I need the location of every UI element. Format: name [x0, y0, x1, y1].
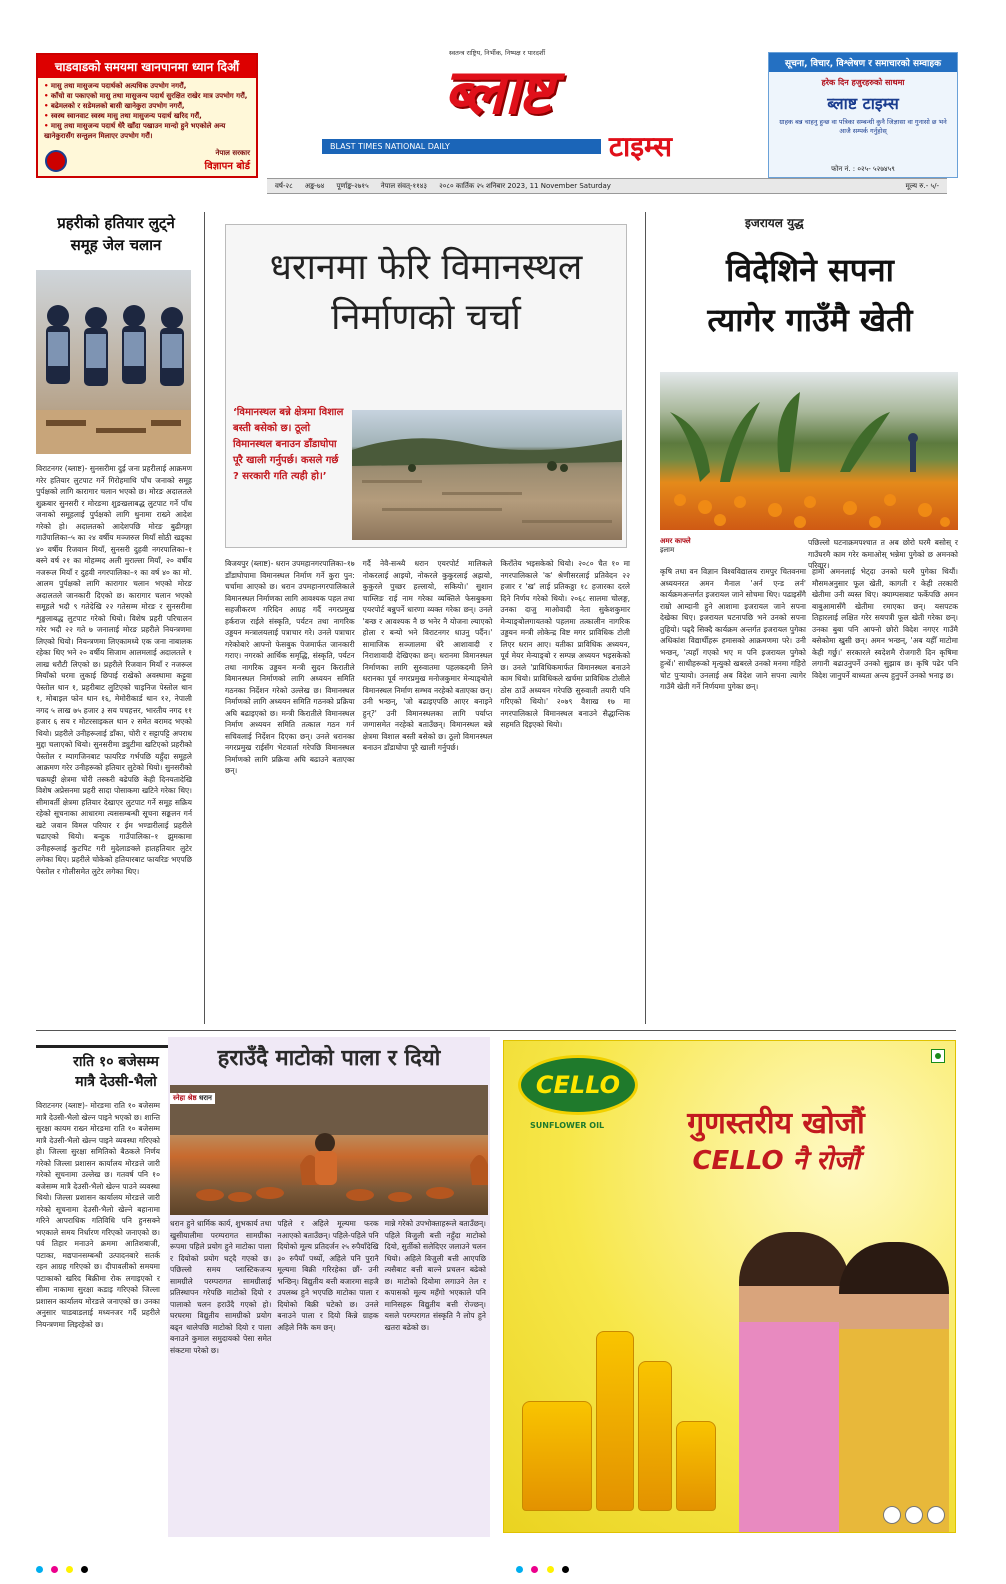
masthead-english-name: BLAST TIMES NATIONAL DAILY — [322, 139, 601, 154]
registration-dot-icon — [66, 1566, 73, 1573]
cello-product: SUNFLOWER OIL — [530, 1121, 605, 1130]
airport-headline-line2: निर्माणको चर्चा — [331, 297, 521, 338]
notice-footer — [204, 149, 250, 172]
marigold-farm-photo — [660, 372, 958, 530]
airport-body-col1: बिजयपुर (ब्लाष्ट)- धरान उपमहानगरपालिका–१७ डाँडाघोपामा विमानस्थल निर्माण गर्ने कुरा पुन: चर्चामा आएको छ। धरान उपमहानगरपालिकाले विमानस्थल निर्माणका लागि आवश्यक पहल तथा सहजीकरण गरिदिन आग्रह गर्दै नगरप्रमुख हर्कराज राईले संस्कृति, पर्यटन तथा नागरिक उड्डयन मन्त्रालयलाई पत्राचार गरे। उनले पत्राचार गरेकोबारे आफ्नो फेसबुक पेजमार्फत जानकारी गराए। नगरको आर्थिक समृद्धि, संस्कृति, पर्यटन तथा नागरिक उड्डयन मन्त्री सुदन किरातीले विमानस्थल निर्माणको लागि अध्ययन समिति गठनका निर्देशन गरेको उल्लेख छ। विमानस्थल निर्माणको लागि अध्ययन समिति गठनको प्रक्रिया अघि बढाइएको छ। मन्त्री किरातीले विमानस्थल निर्माण अध्ययन समिति तत्काल गठन गर्न सचिवलाई निर्देशन दिएका छन्। उनले धरानका नगरप्रमुख राईसँग भेटवार्ता गरेपछि विमानस्थल निर्माणको लागि प्रक्रिया अघि बढाउने बताएका छन्। — [225, 559, 355, 775]
notice-item: • स्वस्थ स्वानवाट स्वस्थ मासु तथा मासुजन्य पदार्थ खरिद गरौं, — [44, 111, 250, 121]
cert-logos — [883, 1506, 945, 1524]
masthead-tagline: स्वतन्त्र राष्ट्रिय, निर्भीक, निष्पक्ष र पारदर्शी — [448, 49, 546, 57]
israel-body-col2: हामी अमनलाई भेट्दा उनको घरमै पुगेका थियौं। मौसमअनुसार फूल खेती, कागती र केही तरकारी खेतीमा उनी व्यस्त थिए। क्याम्पसबाट फर्केपछि अमन बाबुआमासँगै खेतीमा रमाएका छन्। यसपटक तिहारलाई लक्षित गरेर सयपत्री फूल खेती गरेका छन्। उनका बुबा पनि आफ्नो छोरो विदेश नगएर गाउँमै बसेकोमा खुसी छन्। अमन भन्छन्, 'अब यहीँ माटोमा केही गर्छु।' सरकारले स्वदेशमै रोजगारी दिन कृषिमा लगानी बढाउनुपर्ने उनको सुझाव छ। कृषि पढेर पनि विदेश जानुपर्ने बाध्यता अन्त्य हुनुपर्ने उनको भनाइ छ। — [812, 567, 958, 680]
israel-headline-line1: विदेशिने सपना — [726, 251, 894, 289]
newspaper-masthead — [322, 48, 672, 178]
pottery-body-col2: पहिले र अहिले मूल्यमा फरक नआएको बताउँछन्। पहिले-पहिले पनि दियोको मूल्य प्रतिदर्जन २५ रुपैयाँदेखि ३० रुपैयाँ पर्थ्यो, अहिले पनि पुरानै मूल्यमा बिक्री गरिरहेका छौं- उनी भन्छिन्। विद्युतीय बत्ती बजारमा सहजै उपलब्ध हुने भएपछि माटोका पाला र दियोको बिक्री घटेको छ। उनले बनाउने पाला र दियो किन्ने ग्राहक अहिले निकै कम छन्। — [277, 1219, 379, 1332]
oil-bottle-icon — [596, 1331, 634, 1511]
cello-logo: CELLO — [518, 1055, 638, 1115]
notice-footer-small: नेपाल सरकार — [215, 149, 250, 157]
israel-byline-place: इलाम — [660, 546, 675, 554]
dateline-price: मूल्य रु.- ५/- — [905, 181, 939, 190]
farm-illustration — [660, 372, 958, 530]
masthead-logo-sub: टाइम्स — [608, 130, 672, 163]
airport-headline-line1: धरानमा फेरि विमानस्थल — [269, 247, 583, 288]
robbery-body: विराटनगर (ब्लाष्ट)- सुनसरीमा दुई जना प्रहरीलाई आक्रमण गरेर हतियार लुटपाट गर्ने गिरोहमाथि पाँच जनाको समूह पुर्पक्षको लागि कारागार चलान भएको छ। मोरङ अदालतले शुक्रबार सुनसरी र मोरङमा शुङखलाबद्ध लुटपाट गर्ने पाँच जनाको समूहलाई पुर्पक्षको लागि थुनामा राख्ने आदेश गरेको हो। अदालतको आदेशपछि मोरङ बुढीगङ्गा गाउँपालिका–५ का २४ वर्षीय मञ्जरुल मियाँ सोठी खड्का ४० वर्षीय रिजवान मियाँ, सुनसरी दुहवी नगरपालिका–१ बस्ने वर्ष २१ का मोहम्मद अली मुराल्ला मियाँ, २० वर्षीय नजरूल मियाँ र दुहवी नगरपालिका–१ का वर्ष ४० का मो. आलम पुर्पक्षको लागि कारागार चलान भएको मोरङ अदालतले जानकारी दिएको छ। कारागार चलान भएको समूहले भदौ ९ गतेदेखि २२ गतेसम्म मोरङ र सुनसरीमा शृङ्खलाबद्ध लुटपाट गरेको थियो। विशेष प्रहरी परिचालन गरेर भदौ २२ गते ७ जनालाई मोरङ प्रहरीले नियन्त्रणमा लिएको थियो। नियन्त्रणमा लिएकामध्ये एक जना नाबालक रहेका थिए भने २० वर्षीय सिजाम आलमलाई अदालतले १ लाख धरौटी लिएको छ। प्रहरीले रिजवान मियाँ र नजरूल मियाँको घरमा लुकाई छिपाई राखेको अवस्थामा कट्टुवा पेस्तोल थान १, प्रहरीबाट लुटिएको चाइनिज पेस्तोल थान १, मोबाइल फोन थान १६, मेमोरीकार्ड थान १२, नेपाली नगद ५ लाख ७५ हजार ३ सय पचहत्तर, भारतीय नगद ११ हजार ६ सय र मोटरसाइकल थान २ समेत बरामद भएको थियो। प्रहरीले उनीहरूलाई डाँका, चोरी र सट्टापट्टि अपराध मुद्दा चलाएको थियो। सुनसरीमा ड्युटीमा खटिएको प्रहरीको पेस्तोल र म्यागजिनबाट फायरिङ गर्भपछि यहुँदा समूहले आक्रमण गरेर उनीहरूको हतियार लुटेको थियो। सुनसरीको चक्रघट्टी क्षेत्रमा चोरी तस्करी बढेपछि केही दिनयतादेखि विशेष अप्रेसनमा प्रहरी सादा पोसाकमा खटिने गरेका थिए। सीमावर्ती क्षेत्रमा हतियार देखाएर लुटपाट गर्ने समूह सक्रिय रहेको सूचनाका आधारमा त्यससम्बन्धी सूचना सङ्कलन गर्न खटे जवान विमल परियार र ईम भण्डारीलाई प्रहरीले चढाएको थियो। बन्दुक गाउँपालिका–१ झुमकामा उनीहरूलाई कुटपिट गरी मुदेलाङक्ले हातहतियार लुटेर लगेका थिए। प्रहरीले चोकेको हतियारबाट फायरिङ भएपछि पेस्तोल र गोलीसमेत लुटेर लगेका थिए। — [36, 464, 192, 876]
dateline-year: वर्ष-२८ — [275, 181, 293, 190]
festival-notice-ad — [36, 53, 258, 178]
subscription-ad — [768, 52, 958, 178]
israel-body-columns — [660, 566, 958, 1023]
israel-byline-name: अमर काफ्ले — [660, 537, 691, 545]
israel-body-col1: कृषि तथा वन विज्ञान विश्वविद्यालय रामपुर चितवनमा अध्ययनरत अमन मैनाल 'अर्न एन्ड लर्न' कार्यक्रमअन्तर्गत इजरायल जाने सोचमा थिए। पढाइसँगै राम्रो आम्दानी हुने आशामा इजरायल जाने सपना देखेका थिए। इजरायल घटनापछि भने उनको सपना तुहियो। पढ्दै सिक्दै कार्यक्रम अन्तर्गत इजरायल पुगेका अधिकांश विद्यार्थीहरू हमासको आक्रमणमा परे। उनी भन्छन्, 'त्यहाँ गएको भए म पनि इजरायल पुगेको हुन्थें।' साथीहरूको मृत्युको खबरले उनको मनमा गहिरो चोट पुर्‍यायो। उनलाई अब विदेश जाने सपना त्यागेर गाउँमै खेती गर्ने निर्णयमा पुगेका छन्। — [660, 567, 806, 691]
pottery-body-col3: मान्ने गरेको उपभोक्ताहरूले बताउँछन्। पहिले विजुली बत्ती नहुँदा माटोको दियो, सुर्तीको सलेदिएर जलाउने चलन थियो। अहिले विजुली बत्ती आएपछि त्यसैबाट बत्ती बाल्ने प्रचलन बढेको छ। माटोको दियोमा लगाउने तेल र कपासको मूल्य महँगो भएकाले पनि मानिसहरू विद्युतीय बत्ती रोज्छन्। यसले परम्परागत संस्कृति नै लोप हुने खतरा बढेको छ। — [384, 1219, 486, 1332]
dateline-date: २०८० कार्तिक २५ शनिबार 2023, 11 November Saturday — [439, 181, 611, 190]
notice-item: • बढेमलको र सडेमलको बासी खानेकुरा उपभोग नगरौं, — [44, 101, 250, 111]
cert-logo-icon — [883, 1506, 901, 1524]
notice-list — [38, 78, 256, 141]
robbery-headline-line2: समूह जेल चलान — [70, 236, 162, 254]
section-divider — [36, 1030, 956, 1031]
deusi-headline-line1: राति १० बजेसम्म — [73, 1054, 159, 1070]
notice-item: • मासु तथा मासुजन्य पदार्थको अत्यधिक उपभोग नगरौं, — [44, 81, 250, 91]
deusi-body: विराटनगर (ब्लाष्ट)- मोरङमा राति १० बजेसम्म मात्रै देउसी-भैलो खेल्न पाइने भएको छ। शान्ति सुरक्षा कायम राख्न मोरङमा राति १० बजेसम्म मात्रै देउसी-भैलो खेल्न पाइने व्यवस्था गरिएको हो। जिल्ला सुरक्षा समितिको बैठकले निर्णय गरेको जिल्ला प्रशासन कार्यालय मोरङले जारी गरेको सूचनामा उल्लेख छ। गतवर्ष पनि १० बजेसम्म मात्रै देउसी-भैलो खेल्न पाउने व्यवस्था थियो। जिल्ला प्रशासन कार्यालय मोरङले जारी गरेको सूचनामा देउसी-भैलो खेल्ने बहानामा गरिने आपराधिक गतिविधि पनि हुनसक्ने भएकाले समय निर्धारण गरिएको जनाएको छ। पर्व तिहार मनाउने क्रममा आतिशबाजी, पटाका, मद्यपानसम्बन्धी उत्पादनबारे सतर्क रहन आग्रह गरिएको छ। दीपावलीको समयमा पटाकाको खरिद बिक्रीमा रोक लगाइएको र सीमा नाकामा सुरक्षा कडाइ गरिएको जिल्ला प्रशासन कार्यालय मोरङले जनाएको छ। उनका अनुसार चाडबाडलाई मध्यनजर गर्दै प्रहरीले नियन्त्रणमा लिइरहेको छ। — [36, 1101, 160, 1329]
oil-jar-icon — [522, 1401, 592, 1511]
israel-lead: पछिल्लो घटनाक्रमपश्चात त अब छोरो घरमै बसोस् र गाउँघरमै काम गरेर कमाओस् भन्नेमा पुगेको छ अमनको परिवार। — [808, 538, 958, 570]
subscription-ad-title: सूचना, विचार, विश्लेषण र समाचारको सम्वाहक — [769, 53, 957, 72]
registration-dot-icon — [516, 1566, 523, 1573]
column-divider — [204, 212, 205, 1024]
israel-byline — [660, 537, 740, 555]
notice-item: • मासु तथा मासुजन्य पदार्थ धेरै खाँदा पखाउन मान्दो हुने भएकोले अन्य खानेकुरासँग सन्तुलन मिलाएर उपभोग गरौं। — [44, 121, 250, 141]
subscription-ad-line: हरेक दिन हजुरहरुको साथमा — [821, 78, 905, 87]
airport-body-columns — [225, 558, 630, 1018]
nepal-emblem-icon — [45, 150, 67, 172]
masthead-bar — [322, 127, 672, 165]
pottery-seller-photo — [170, 1085, 488, 1215]
airport-headline — [226, 243, 626, 343]
dateline-nepal-sambat: नेपाल संवत्-११४३ — [380, 181, 428, 190]
subscription-ad-name: ब्लाष्ट टाइम्स — [827, 94, 899, 113]
subscription-ad-sub: ग्राहक बन्न चाहनु हुन्छ वा पत्रिका सम्बन्धी कुनै जिज्ञासा वा गुनासो छ भने आजै सम्पर्क गर्नुहोस् — [779, 118, 947, 135]
pottery-body-columns — [170, 1218, 486, 1534]
airport-field-illustration — [352, 410, 622, 540]
oil-pouch-icon — [676, 1421, 716, 1511]
airport-body-col3: किराँतेय भइसकेको थियो। २०८० चैत १० मा नगरपालिकाले 'क' श्रेणीसरलाई प्रतिवेदन २२ हजार र 'ख' लाई प्रतिकठ्ठा १८ हजारका दरले दिने निर्णय गरेको थियो। २०६८ सालमा चोलङ्ग, उनका दाजु माओवादी नेता सुकेशकुमार मेन्याङ्बोलगायतको पहलमा तत्कालीन नागरिक उड्डयन मन्त्री लोकेन्द्र विष्ट मगर प्राविधिक टोली लिएर धरान आए। यतीका प्राविधिक अध्ययन, पूर्व मेयर मेन्याङ्बो र सम्पन्न अध्ययन भइसकेको छ। उनले 'प्राविधिकमार्फत विमानस्थल बनाउने काम थियो। प्राविधिकले खर्चमा प्राविधिक टोलीले ठोस ठाउँ अध्ययन गरेपछि सुरुवाती तयारी पनि गरिएको थियो।' २०७९ वैशाख १७ मा नगरपालिकाले विमानस्थल बनाउने सैद्धान्तिक सहमति दिइएको थियो। — [500, 559, 631, 729]
israel-headline-line2: त्यागेर गाउँमै खेती — [707, 301, 913, 339]
cert-logo-icon — [927, 1506, 945, 1524]
cert-logo-icon — [905, 1506, 923, 1524]
robbery-headline-line1: प्रहरीको हतियार लुट्ने — [57, 214, 175, 232]
deusi-headline-line2: मात्रै देउसी-भैलो — [75, 1074, 157, 1090]
registration-dot-icon — [562, 1566, 569, 1573]
robbery-headline[interactable] — [36, 212, 196, 256]
cello-slogan-1: गुणस्तरीय खोजौं — [687, 1106, 865, 1141]
dateline-issue: अङ्क-७४ — [304, 181, 325, 190]
dateline-total: पूर्णाङ्क-२७१५ — [336, 181, 369, 190]
airport-site-photo — [352, 410, 622, 540]
masthead-logo: ब्लाष्ट — [443, 55, 551, 128]
dateline-bar — [267, 178, 947, 194]
notice-footer-big: विज्ञापन बोर्ड — [204, 161, 250, 172]
pottery-byline-place: धरान — [199, 1094, 212, 1102]
registration-dot-icon — [81, 1566, 88, 1573]
israel-kicker: इजरायल युद्ध — [745, 216, 804, 230]
pottery-byline — [170, 1093, 215, 1104]
israel-headline[interactable] — [660, 245, 960, 345]
cello-oil-ad — [503, 1040, 956, 1533]
registration-dot-icon — [51, 1566, 58, 1573]
pottery-body-col1: धरान हुने धार्मिक कार्य, शुभकार्य तथा खुसीयालीमा परम्परागत सामग्रीका रूपमा पहिले प्रयोग हुने माटोका पाला र दियोको प्रयोग घट्दै गएको छ। पछिल्लो समय प्लास्टिकजन्य सामग्रीले परम्परागत सामग्रीलाई प्रतिस्थापन गरेपछि माटोको दियो र पालाको चलन हराउँदै गएको हो। घरघरमा विद्युतीय सामग्रीको प्रयोग बढ्न थालेपछि माटोको दियो र पाला बनाउने कुमाल समुदायको पेसा समेत संकटमा परेको छ। — [170, 1219, 272, 1355]
model-figure-right — [839, 1242, 949, 1532]
column-divider — [645, 212, 646, 1024]
print-registration-bar — [36, 1558, 956, 1566]
notice-title: चाडवाडको समयमा खानपानमा ध्यान दिऔं — [38, 55, 256, 78]
suspects-illustration — [36, 270, 191, 454]
registration-dot-icon — [36, 1566, 43, 1573]
pottery-byline-name: स्नेहा श्रेष्ठ — [173, 1094, 197, 1102]
cello-slogan-2: CELLO नै रोजौं — [692, 1146, 860, 1176]
pottery-illustration — [170, 1085, 488, 1215]
oil-bottle-icon — [638, 1361, 672, 1511]
notice-item: • काँचो वा पकाएको मासु तथा मासुजन्य पदार्थ सुरक्षित राखेर मात्र उपभोग गरौं, — [44, 91, 250, 101]
cello-bottles — [522, 1261, 722, 1511]
subscription-ad-phone: फोन नं. : ०२५- ५२७४५९ — [831, 165, 895, 173]
airport-pull-quote: ‘विमानस्थल बन्ने क्षेत्रमा विशाल बस्ती बसेको छ। ठूलो विमानस्थल बनाउन डाँडाघोपा पूरै खाली गर्नुपर्छ। कसले गर्छ ? सरकारी गति त्यही हो।’ — [233, 407, 344, 482]
veg-mark-icon — [931, 1049, 945, 1063]
registration-dot-icon — [547, 1566, 554, 1573]
robbery-suspects-photo — [36, 270, 191, 454]
model-figure-left — [739, 1232, 849, 1532]
registration-dot-icon — [531, 1566, 538, 1573]
pottery-headline[interactable]: हराउँदै माटोको पाला र दियो — [217, 1045, 441, 1071]
airport-body-col2: गर्दै नेवै-सन्ध्यै धरान एयरपोर्ट मालिकले नोकरलाई आइयो, नोकरले कुकुरलाई अह्रायो, कुकुरले पुच्छर हल्लायो, सकियो।' सुशान चाम्लिङ राई नाम गरेका व्यक्तिले फेसबुकमा एयरपोर्ट बन्नुपर्ने धारणा व्यक्त गरेका छन्। उनले 'बन्छ र आवश्यक नै छ भनेर नै योजना ल्याएको होला र बन्यो भने विराटनगर धाउनु पर्दैन।' सामाजिक सञ्जालमा धेरै आशावादी र निराशावादी देखिएका छन्। धरानमा विमानस्थल निर्माणका लागि सुरुवातमा पहलकदमी लिने धरानका पूर्व नगरप्रमुख मनोजकुमार मेन्याङ्बोले विमानस्थल निर्माण सम्भव नरहेको बताएका छन्। उनी भन्छन्, 'जो बढाइएपछि आएर बनाइने हुन्?' उनी विमानस्थलका लागि पर्याप्त जग्गासमेत नरहेको बताउँछन्। विमानस्थल बन्ने क्षेत्रमा विशाल बस्ती बसेको छ। ठूलो विमानस्थल बनाउन डाँडाघोपा पूरै खाली गर्नुपर्छ। — [362, 559, 493, 752]
